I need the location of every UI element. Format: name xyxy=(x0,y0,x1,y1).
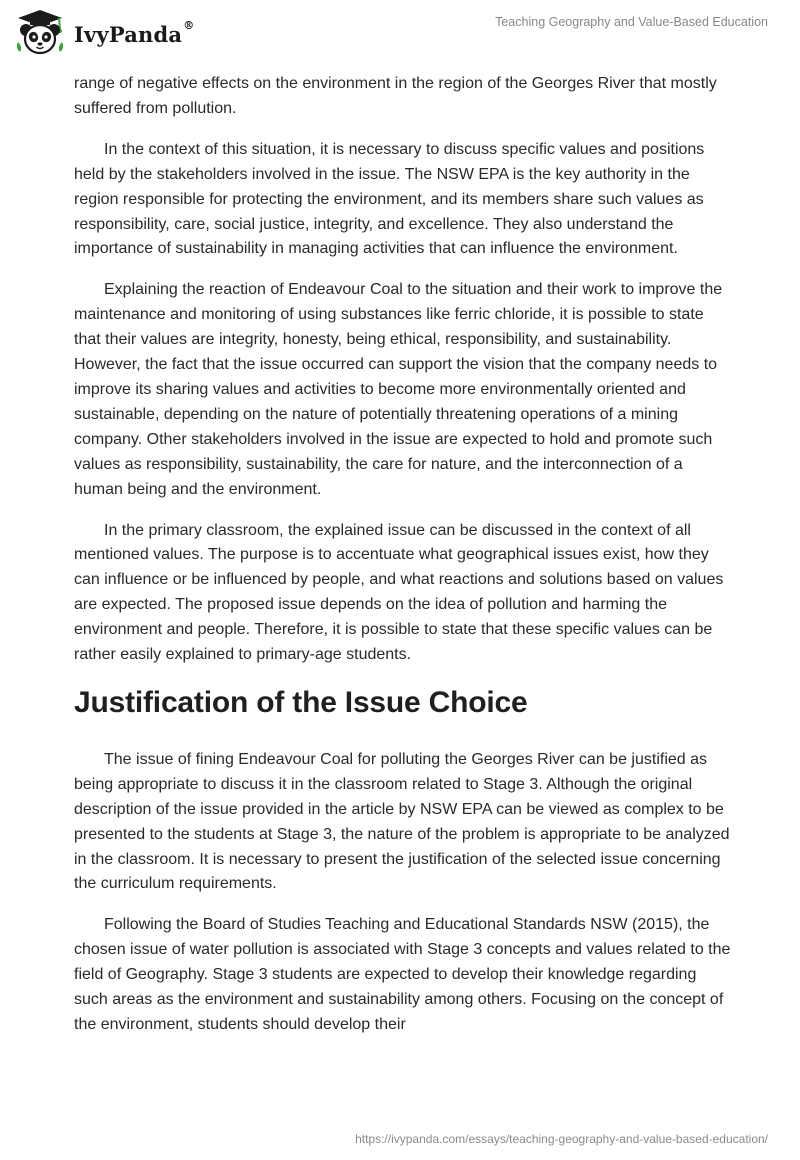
paragraph-curriculum: Following the Board of Studies Teaching and Educational Standards NSW (2015), the chosen issue of water pollution is associated with Stage 3 concepts and values related to the field of Geography. Stage 3 students are expected to develop their knowledge regarding such areas as the environment and sustainability among others. Focusing on the concept of the environment, students should develop their xyxy=(74,916,731,1033)
brand-name: IvyPanda® xyxy=(74,18,195,47)
paragraph-endeavour-coal: Explaining the reaction of Endeavour Coal to the situation and their work to improve the maintenance and monitoring of using substances like ferric chloride, it is possible to state that their values are integrity, honesty, being ethical, responsibility, and sustainability. However, the fact that the issue occurred can support the vision that the company needs to improve its sharing values and activities to become more environmentally oriented and sustainable, depending on the nature of potentially threatening operations of a mining company. Other stakeholders involved in the issue are expected to hold and promote such values as responsibility, sustainability, the care for nature, and the interconnection of a human being and the environment. xyxy=(74,281,723,498)
panda-graduate-icon xyxy=(14,8,66,56)
paragraph-primary-classroom: In the primary classroom, the explained issue can be discussed in the context of all mentioned values. The purpose is to accentuate what geographical issues exist, how they can influence or be influenced by people, and what reactions and solutions based on values are expected. The proposed issue depends on the idea of pollution and harming the environment and people. Therefore, it is possible to state that these specific values can be rather easily explained to primary-age students. xyxy=(74,521,724,664)
section-heading: Justification of the Issue Choice xyxy=(74,685,528,719)
paragraph-issue-justification: The issue of fining Endeavour Coal for polluting the Georges River can be justified as being appropriate to discuss it in the classroom related to Stage 3. Although the original description of the issue provided in the article by NSW EPA can be viewed as complex to be presented to the students at Stage 3, the nature of the problem is appropriate to be analyzed in the classroom. It is necessary to present the justification of the selected issue concerning the curriculum requirements. xyxy=(74,750,730,893)
paragraph-continued: range of negative effects on the environment in the region of the Georges River that mostly suffered from pollution. xyxy=(74,75,717,117)
essay-body xyxy=(74,72,734,1054)
registered-mark: ® xyxy=(183,18,195,32)
page-header xyxy=(0,0,800,62)
source-url[interactable]: https://ivypanda.com/essays/teaching-geography-and-value-based-education/ xyxy=(355,1132,768,1146)
ivypanda-logo[interactable] xyxy=(14,8,194,56)
paragraph-stakeholder-values: In the context of this situation, it is necessary to discuss specific values and positions held by the stakeholders involved in the issue. The NSW EPA is the key authority in the region responsible for protecting the environment, and its members share such values as responsibility, care, social justice, integrity, and excellence. They also understand the importance of sustainability in managing activities that can influence the environment. xyxy=(74,140,705,258)
document-title: Teaching Geography and Value-Based Education xyxy=(495,15,768,29)
